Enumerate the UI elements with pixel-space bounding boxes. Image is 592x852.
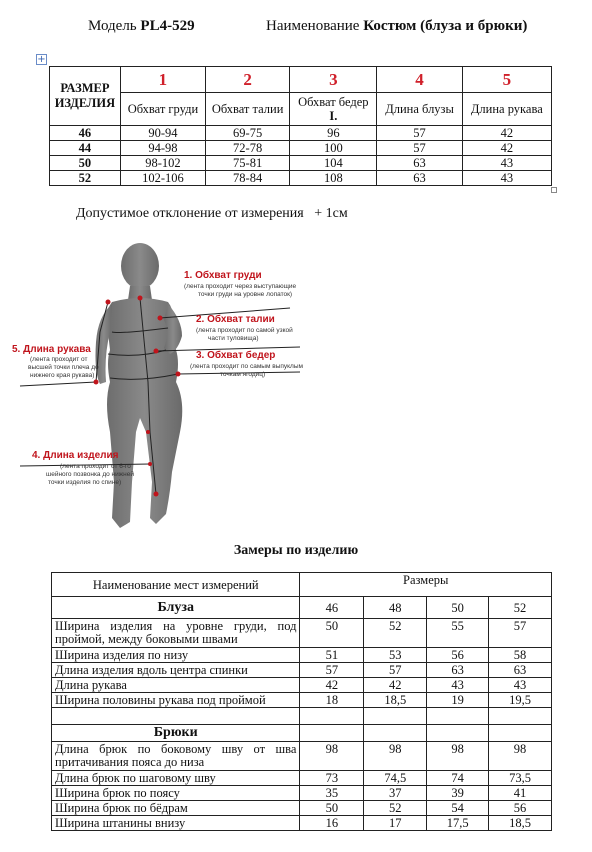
tolerance-value: + 1см bbox=[314, 206, 348, 221]
cell-value: 57 bbox=[364, 663, 427, 678]
cell-value: 57 bbox=[300, 663, 364, 678]
name-value: Костюм (блуза и брюки) bbox=[363, 18, 528, 34]
label-sleeve-title: 5. Длина рукава bbox=[12, 344, 91, 355]
section-title: Брюки bbox=[52, 725, 300, 742]
label-hips-desc: (лента проходит по самым выпуклым bbox=[190, 363, 303, 370]
size-cell: 44 bbox=[50, 141, 121, 156]
size-cell: 50 bbox=[50, 156, 121, 171]
label-length-desc: точки изделия по спине) bbox=[48, 479, 122, 486]
cell-value: 43 bbox=[427, 678, 489, 693]
model-value: PL4-529 bbox=[140, 18, 195, 34]
column-header: Обхват бедер I. bbox=[290, 93, 377, 126]
tolerance-note bbox=[76, 206, 348, 222]
empty-cell bbox=[300, 725, 364, 742]
row-label: Ширина штанины внизу bbox=[52, 816, 300, 831]
table-cell: 98-102 bbox=[120, 156, 205, 171]
section-title: Блуза bbox=[52, 597, 300, 619]
empty-cell bbox=[427, 725, 489, 742]
cell-value: 43 bbox=[489, 678, 552, 693]
measurement-figure bbox=[0, 232, 592, 532]
size-cell: 52 bbox=[50, 171, 121, 186]
cell-value: 50 bbox=[300, 619, 364, 648]
label-sleeve-desc: нижнего края рукава) bbox=[30, 372, 95, 379]
row-label: Ширина половины рукава под проймой bbox=[52, 693, 300, 708]
label-hips-desc: точкам ягодиц) bbox=[220, 371, 266, 378]
cell-value: 18,5 bbox=[364, 693, 427, 708]
cell-value: 39 bbox=[427, 786, 489, 801]
empty-cell bbox=[489, 725, 552, 742]
cell-value: 74,5 bbox=[364, 771, 427, 786]
cell-value: 98 bbox=[300, 742, 364, 771]
empty-cell bbox=[52, 708, 300, 725]
column-number: 4 bbox=[377, 67, 462, 93]
empty-cell bbox=[427, 708, 489, 725]
cell-value: 57 bbox=[489, 619, 552, 648]
cell-value: 17,5 bbox=[427, 816, 489, 831]
cell-value: 55 bbox=[427, 619, 489, 648]
cell-value: 16 bbox=[300, 816, 364, 831]
label-sleeve-desc: (лента проходит от bbox=[30, 356, 88, 363]
cell-value: 98 bbox=[489, 742, 552, 771]
cell-value: 98 bbox=[364, 742, 427, 771]
row-label: Длина брюк по шаговому шву bbox=[52, 771, 300, 786]
table-cell: 78-84 bbox=[206, 171, 290, 186]
table-cell: 42 bbox=[462, 126, 551, 141]
table-cell: 108 bbox=[290, 171, 377, 186]
cell-value: 56 bbox=[489, 801, 552, 816]
table-cell: 43 bbox=[462, 171, 551, 186]
hips-marker: I. bbox=[329, 109, 338, 123]
row-label: Ширина изделия по низу bbox=[52, 648, 300, 663]
head-label: Наименование мест измерений bbox=[52, 573, 300, 597]
column-header: Обхват груди bbox=[120, 93, 205, 126]
measure-title: Замеры по изделию bbox=[233, 543, 359, 558]
cell-value: 53 bbox=[364, 648, 427, 663]
row-label: Длина изделия вдоль центра спинки bbox=[52, 663, 300, 678]
cell-value: 52 bbox=[364, 801, 427, 816]
table-cell: 63 bbox=[377, 156, 462, 171]
table-cell: 96 bbox=[290, 126, 377, 141]
size-cell: 46 bbox=[50, 126, 121, 141]
cell-value: 18,5 bbox=[489, 816, 552, 831]
size-header: 46 bbox=[300, 597, 364, 619]
column-number: 5 bbox=[462, 67, 551, 93]
table-cell: 94-98 bbox=[120, 141, 205, 156]
tolerance-text: Допустимое отклонение от измерения bbox=[76, 206, 304, 221]
cell-value: 63 bbox=[489, 663, 552, 678]
name-label: Наименование bbox=[266, 18, 360, 34]
cell-value: 56 bbox=[427, 648, 489, 663]
cell-value: 35 bbox=[300, 786, 364, 801]
row-label: Ширина изделия на уровне груди, под проймой, между боковыми швами bbox=[52, 619, 300, 648]
row-label: Длина рукава bbox=[52, 678, 300, 693]
column-header: Длина блузы bbox=[377, 93, 462, 126]
label-sleeve-desc: высшей точки плеча до bbox=[28, 364, 99, 371]
cell-value: 41 bbox=[489, 786, 552, 801]
model-heading bbox=[88, 18, 195, 35]
cell-value: 37 bbox=[364, 786, 427, 801]
table-cell: 69-75 bbox=[206, 126, 290, 141]
empty-cell bbox=[489, 708, 552, 725]
product-name-heading bbox=[266, 18, 527, 35]
cell-value: 54 bbox=[427, 801, 489, 816]
cell-value: 52 bbox=[364, 619, 427, 648]
label-chest-desc: (лента проходит через выступающие bbox=[184, 283, 297, 290]
label-waist-title: 2. Обхват талии bbox=[196, 314, 275, 325]
cell-value: 98 bbox=[427, 742, 489, 771]
cell-value: 73 bbox=[300, 771, 364, 786]
size-header: 48 bbox=[364, 597, 427, 619]
size-table bbox=[49, 66, 552, 186]
row-label: Длина брюк по боковому шву от шва притачивания пояса до низа bbox=[52, 742, 300, 771]
label-waist-desc: (лента проходит по самой узкой bbox=[196, 327, 293, 334]
table-cell: 57 bbox=[377, 126, 462, 141]
label-length-desc: (лента проходит от 6-го bbox=[60, 463, 131, 470]
empty-cell bbox=[300, 708, 364, 725]
cell-value: 74 bbox=[427, 771, 489, 786]
table-cell: 100 bbox=[290, 141, 377, 156]
sizes-label: Размеры bbox=[300, 573, 552, 597]
row-label: Ширина брюк по бёдрам bbox=[52, 801, 300, 816]
cell-value: 42 bbox=[300, 678, 364, 693]
column-number: 1 bbox=[120, 67, 205, 93]
column-header: Обхват талии bbox=[206, 93, 290, 126]
table-cell: 72-78 bbox=[206, 141, 290, 156]
model-label: Модель bbox=[88, 18, 137, 34]
cell-value: 17 bbox=[364, 816, 427, 831]
table-cell: 42 bbox=[462, 141, 551, 156]
cell-value: 51 bbox=[300, 648, 364, 663]
table-move-handle-icon[interactable]: + bbox=[37, 54, 46, 65]
cell-value: 58 bbox=[489, 648, 552, 663]
row-label: Ширина брюк по поясу bbox=[52, 786, 300, 801]
table-cell: 102-106 bbox=[120, 171, 205, 186]
label-chest-title: 1. Обхват груди bbox=[184, 270, 262, 281]
table-cell: 104 bbox=[290, 156, 377, 171]
size-corner-label: РАЗМЕР ИЗДЕЛИЯ bbox=[50, 67, 121, 126]
table-cell: 57 bbox=[377, 141, 462, 156]
cell-value: 63 bbox=[427, 663, 489, 678]
label-length-title: 4. Длина изделия bbox=[32, 450, 119, 461]
cell-value: 42 bbox=[364, 678, 427, 693]
size-header: 50 bbox=[427, 597, 489, 619]
column-number: 3 bbox=[290, 67, 377, 93]
empty-cell bbox=[364, 725, 427, 742]
label-length-desc: шейного позвонка до нижней bbox=[46, 471, 134, 478]
cell-value: 18 bbox=[300, 693, 364, 708]
column-header: Длина рукава bbox=[462, 93, 551, 126]
table-cell: 75-81 bbox=[206, 156, 290, 171]
cell-value: 19,5 bbox=[489, 693, 552, 708]
size-header: 52 bbox=[489, 597, 552, 619]
table-cell: 90-94 bbox=[120, 126, 205, 141]
table-cell: 63 bbox=[377, 171, 462, 186]
label-hips-title: 3. Обхват бедер bbox=[196, 350, 276, 361]
column-number: 2 bbox=[206, 67, 290, 93]
cell-value: 19 bbox=[427, 693, 489, 708]
label-chest-desc: точки груди на уровне лопаток) bbox=[198, 291, 293, 298]
cell-value: 50 bbox=[300, 801, 364, 816]
measure-table bbox=[51, 572, 552, 831]
table-resize-handle[interactable] bbox=[551, 187, 557, 193]
cell-value: 73,5 bbox=[489, 771, 552, 786]
table-cell: 43 bbox=[462, 156, 551, 171]
label-waist-desc: части туловища) bbox=[208, 335, 259, 342]
empty-cell bbox=[364, 708, 427, 725]
